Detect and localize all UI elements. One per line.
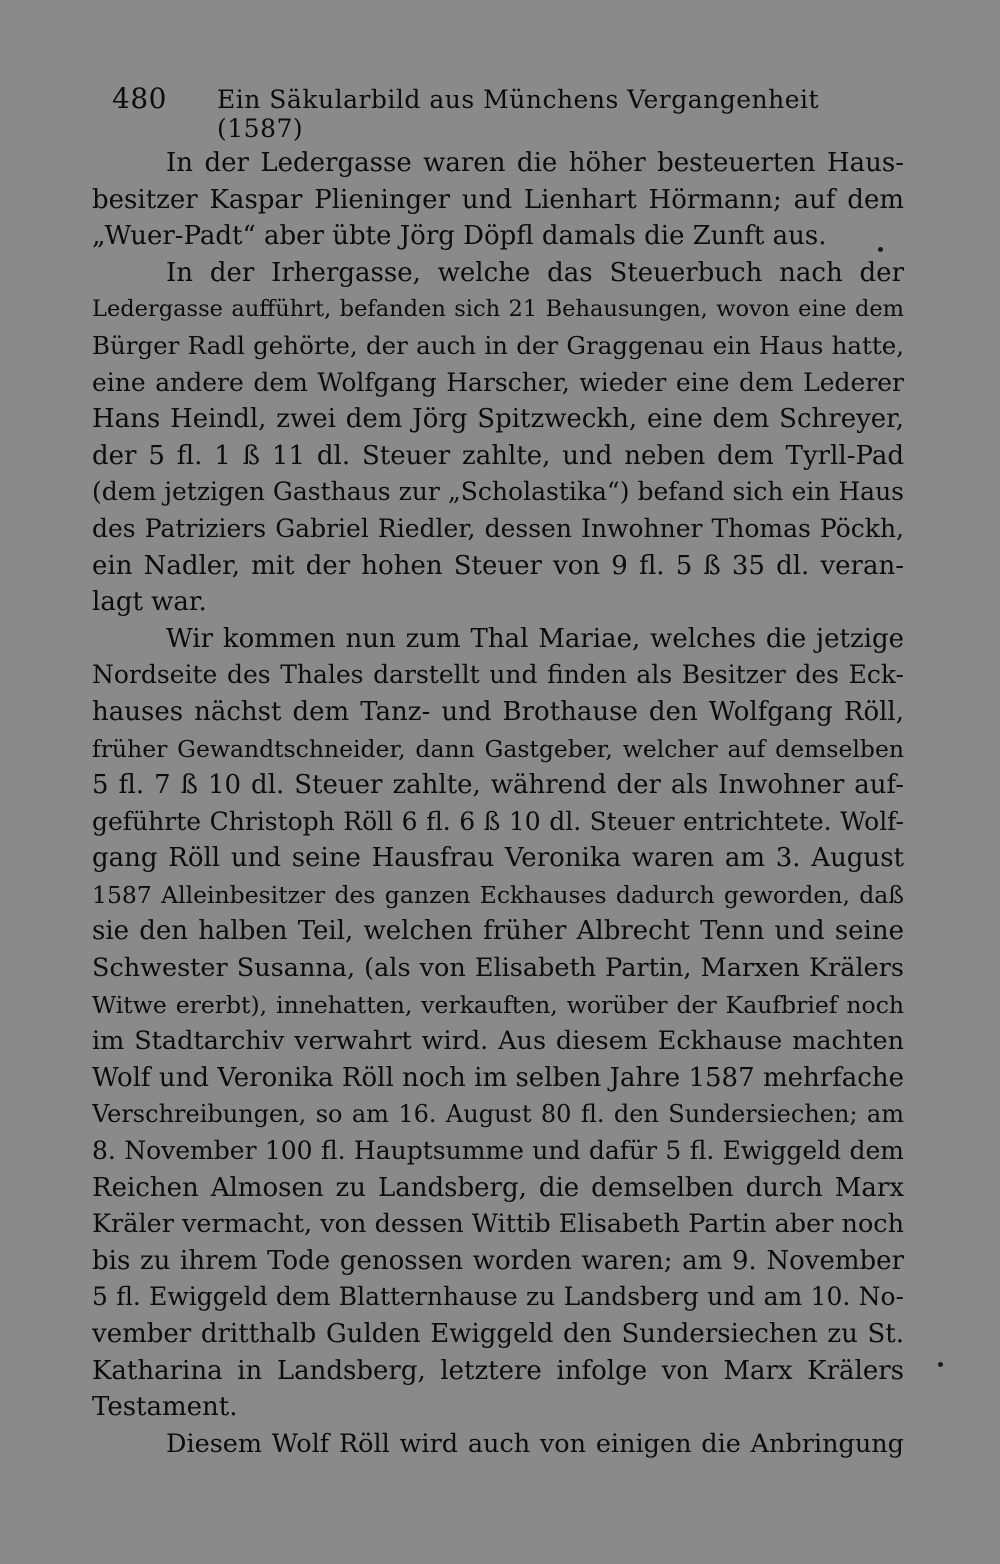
text-line: vember dritthalb Gulden Ewiggeld den Sundersiechen zu St.	[92, 1319, 904, 1349]
stray-mark	[878, 247, 883, 252]
text-line: eine andere dem Wolfgang Harscher, wieder eine dem Lederer	[92, 367, 904, 397]
running-head	[112, 82, 912, 143]
text-line: Witwe ererbt), innehatten, verkauften, worüber der Kaufbrief noch	[92, 990, 904, 1019]
text-line: Wolf und Veronika Röll noch im selben Jahre 1587 mehrfache	[92, 1062, 904, 1093]
text-line: Ledergasse aufführt, befanden sich 21 Behausungen, wovon eine dem	[92, 296, 904, 323]
text-line: Testament.	[92, 1392, 238, 1423]
text-line: Katharina in Landsberg, letztere infolge von Marx Krälers	[92, 1355, 904, 1386]
text-line: Kräler vermacht, von dessen Wittib Elisabeth Partin aber noch	[92, 1209, 904, 1240]
text-line: sie den halben Teil, welchen früher Albrecht Tenn und seine	[92, 916, 904, 947]
text-line: der 5 fl. 1 ß 11 dl. Steuer zahlte, und neben dem Tyrll-Pad	[92, 440, 904, 471]
text-line: bis zu ihrem Tode genossen worden waren; am 9. November	[92, 1245, 904, 1276]
text-line: Reichen Almosen zu Landsberg, die demselben durch Marx	[92, 1172, 904, 1203]
text-line: im Stadtarchiv verwahrt wird. Aus diesem Eckhause machten	[92, 1026, 904, 1057]
text-line: Bürger Radl gehörte, der auch in der Graggenau ein Haus hatte,	[92, 330, 904, 360]
text-line: Diesem Wolf Röll wird auch von einigen die Anbringung	[166, 1428, 904, 1459]
text-line: Verschreibungen, so am 16. August 80 fl. den Sundersiechen; am	[92, 1100, 904, 1129]
text-line: früher Gewandtschneider, dann Gastgeber, welcher auf demselben	[92, 734, 904, 763]
text-line: hauses nächst dem Tanz- und Brothause den Wolfgang Röll,	[92, 696, 904, 727]
text-line: 5 fl. Ewiggeld dem Blatternhause zu Landsberg und am 10. No-	[92, 1282, 904, 1312]
text-line: (dem jetzigen Gasthaus zur „Scholastika“) befand sich ein Haus	[92, 477, 904, 507]
text-line: 8. November 100 fl. Hauptsumme und dafür 5 fl. Ewiggeld dem	[92, 1136, 904, 1166]
text-line: besitzer Kaspar Plieninger und Lienhart Hörmann; auf dem	[92, 184, 904, 215]
text-line: lagt war.	[92, 587, 207, 618]
text-line: Nordseite des Thales darstellt und finden als Besitzer des Eck-	[92, 660, 904, 690]
text-line: ein Nadler, mit der hohen Steuer von 9 fl. 5 ß 35 dl. veran-	[92, 550, 904, 581]
running-head-title: Ein Säkularbild aus Münchens Vergangenheit (1587)	[217, 85, 820, 143]
text-line: „Wuer-Padt“ aber übte Jörg Döpfl damals die Zunft aus.	[92, 221, 827, 252]
text-line: 5 fl. 7 ß 10 dl. Steuer zahlte, während der als Inwohner auf-	[92, 770, 904, 801]
text-line: In der Irhergasse, welche das Steuerbuch nach der	[166, 257, 904, 288]
body-text	[92, 145, 904, 1462]
text-line: Hans Heindl, zwei dem Jörg Spitzweckh, eine dem Schreyer,	[92, 404, 904, 435]
stray-mark	[938, 1362, 943, 1367]
text-line: Wir kommen nun zum Thal Mariae, welches die jetzige	[166, 623, 904, 654]
text-line: 1587 Alleinbesitzer des ganzen Eckhauses dadurch geworden, daß	[92, 880, 904, 909]
text-line: des Patriziers Gabriel Riedler, dessen Inwohner Thomas Pöckh,	[92, 513, 904, 543]
text-line: In der Ledergasse waren die höher besteuerten Haus-	[166, 148, 904, 178]
page-number: 480	[112, 82, 167, 115]
text-line: Schwester Susanna, (als von Elisabeth Partin, Marxen Krälers	[92, 953, 904, 984]
text-line: gang Röll und seine Hausfrau Veronika waren am 3. August	[92, 843, 904, 874]
text-line: geführte Christoph Röll 6 fl. 6 ß 10 dl. Steuer entrichtete. Wolf-	[92, 806, 904, 836]
